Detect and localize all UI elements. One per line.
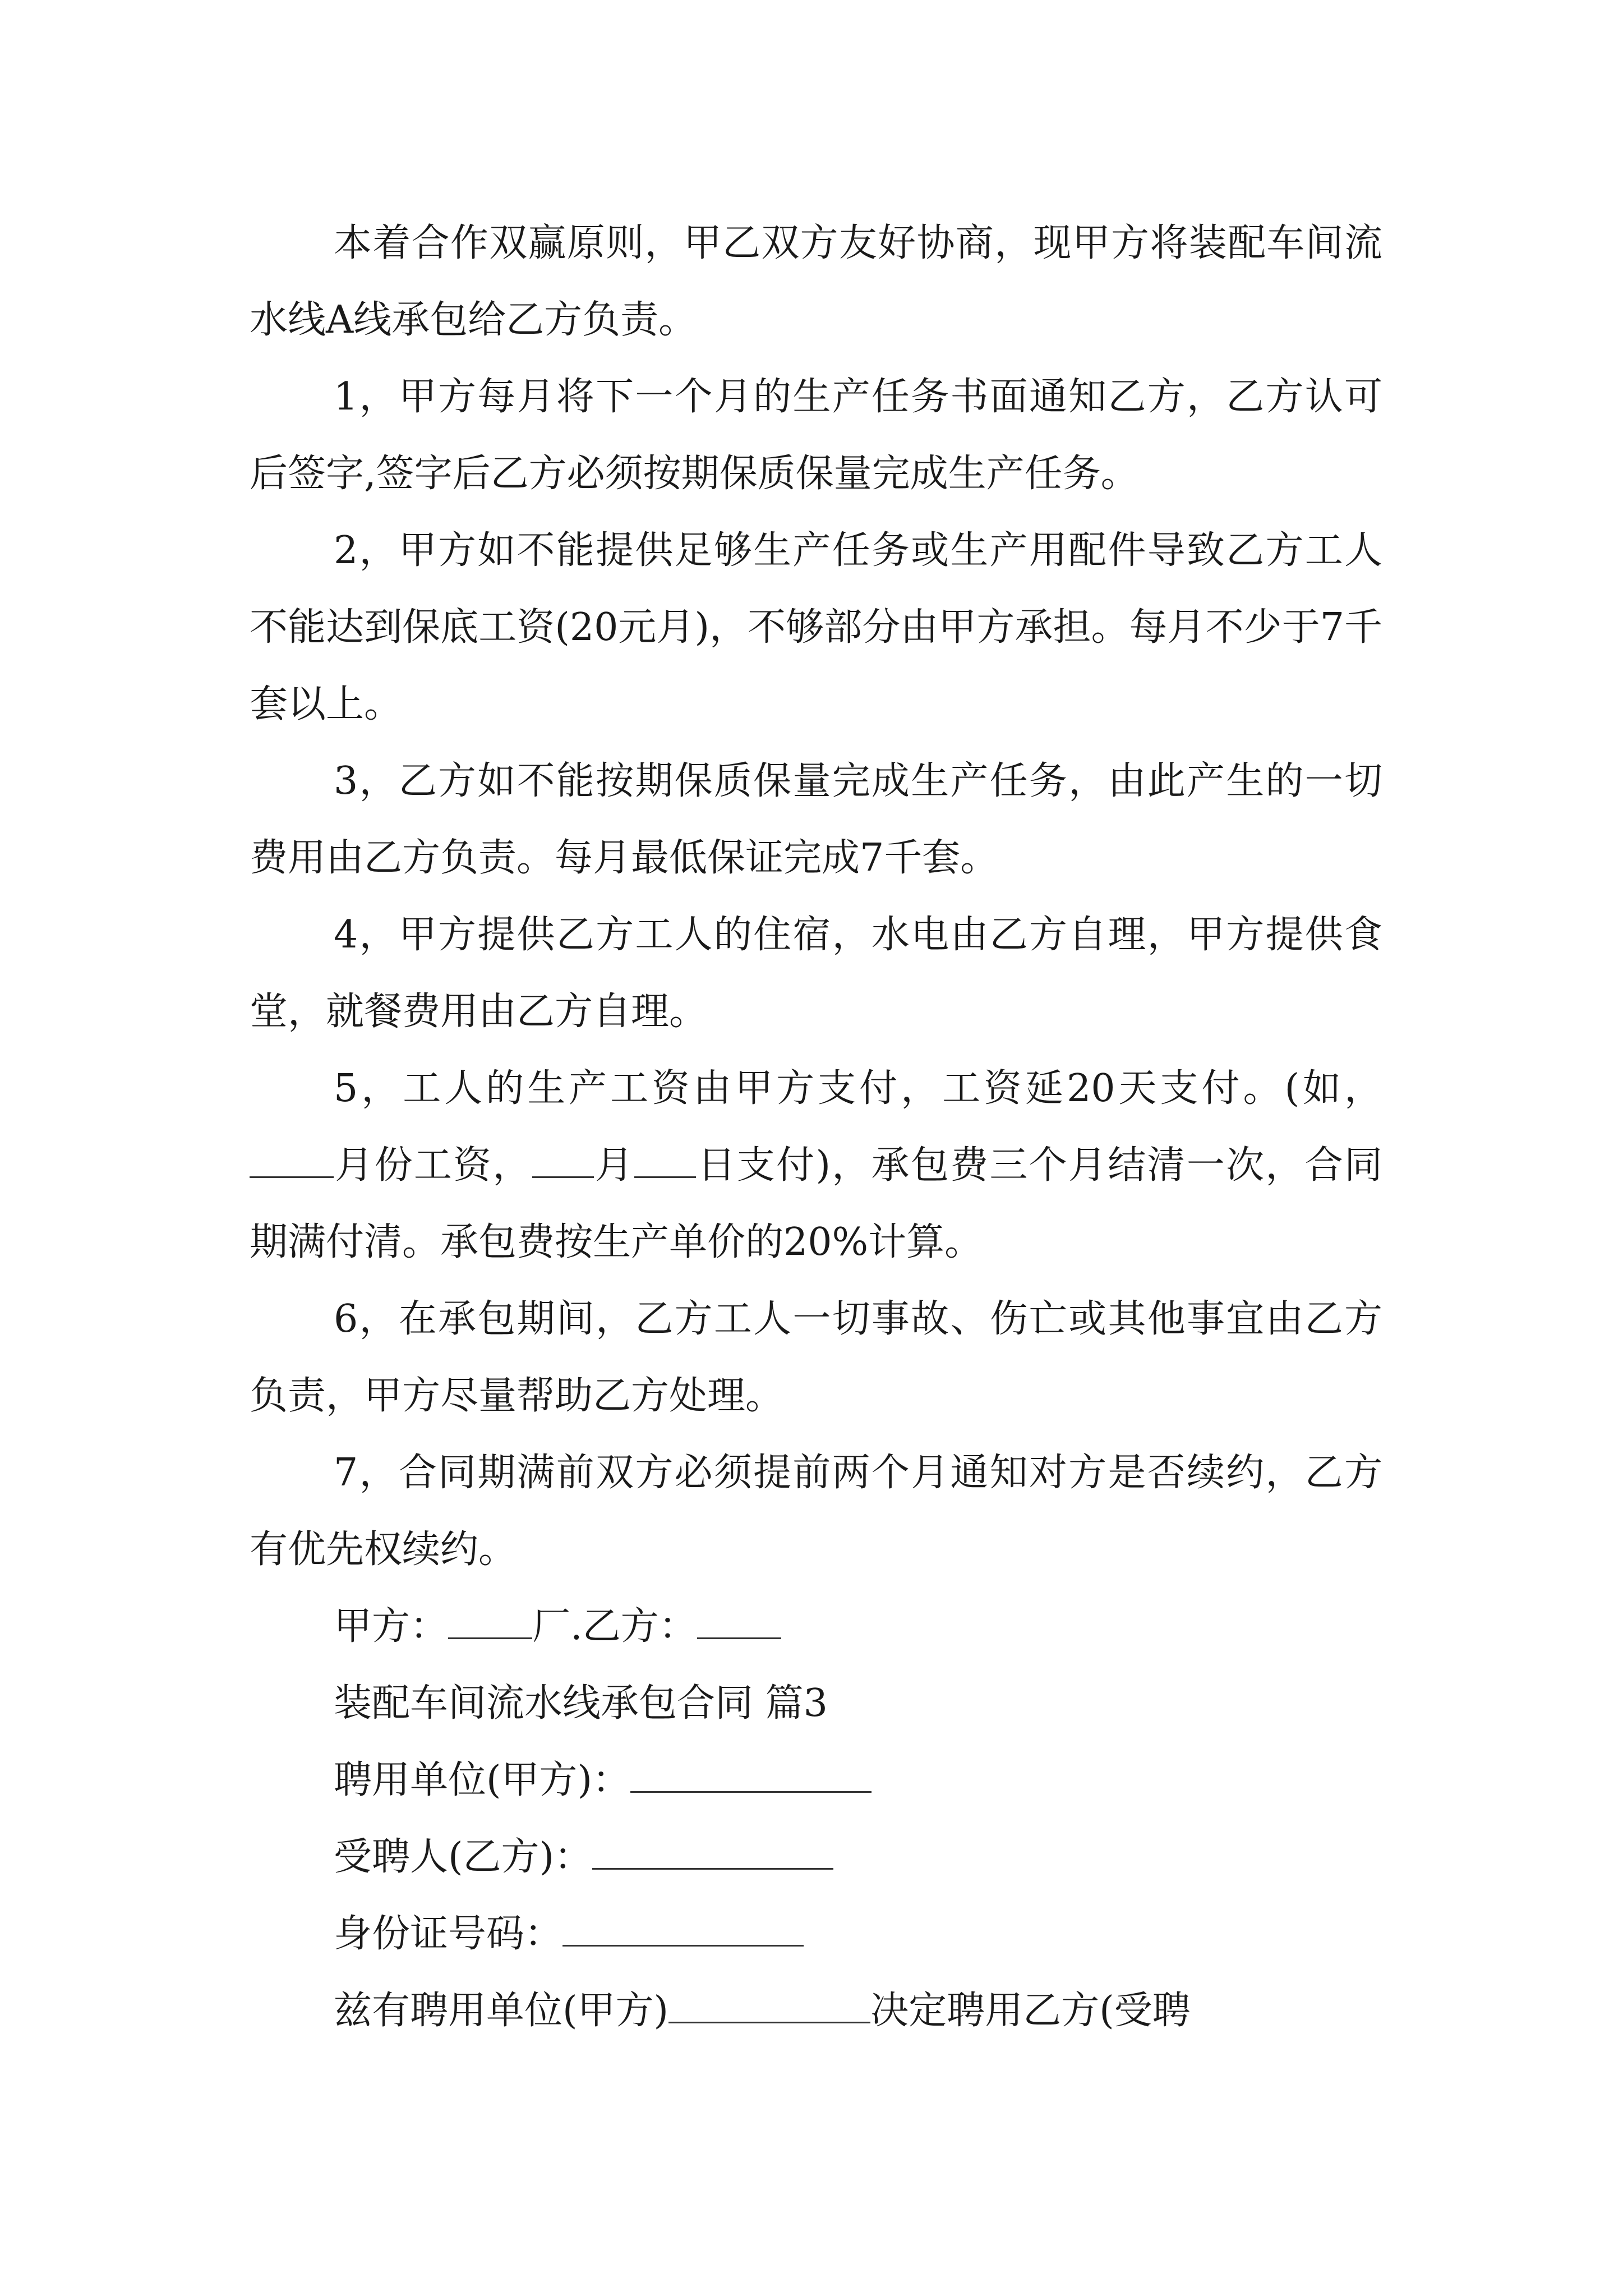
clause-2: 2，甲方如不能提供足够生产任务或生产用配件导致乙方工人不能达到保底工资(20元月)，不够部分由甲方承担。每月不少于7千套以上。 xyxy=(250,528,1382,726)
clause-5-part-c: 月 xyxy=(593,1143,635,1188)
clause-5-part-a: 5，工人的生产工资由甲方支付，工资延20天支付。(如， xyxy=(334,1066,1382,1111)
pay-day-blank xyxy=(634,1142,696,1178)
clause-1: 1，甲方每月将下一个月的生产任务书面通知乙方，乙方认可后签字,签字后乙方必须按期保质保量完成生产任务。 xyxy=(250,375,1382,496)
clause-6: 6，在承包期间，乙方工人一切事故、伤亡或其他事宜由乙方负责，甲方尽量帮助乙方处理。 xyxy=(250,1297,1382,1418)
clause-5 xyxy=(250,1050,1382,1281)
clause-5-part-d: 日支付)，承包费三个月结清一次，合同期满付清。承包费按生产单价的20%计算。 xyxy=(250,1143,1382,1264)
document-body xyxy=(250,205,1382,2049)
intro-paragraph: 本着合作双赢原则，甲乙双方友好协商，现甲方将装配车间流水线A线承包给乙方负责。 xyxy=(250,221,1382,342)
clause-7: 7，合同期满前双方必须提前两个月通知对方是否续约，乙方有优先权续约。 xyxy=(250,1451,1382,1572)
signature-line xyxy=(250,1588,1382,1665)
employer-blank xyxy=(630,1756,872,1793)
section-title: 装配车间流水线承包合同 篇3 xyxy=(334,1681,828,1726)
id-number-field xyxy=(250,1895,1382,1972)
clause-4: 4，甲方提供乙方工人的住宿，水电由乙方自理，甲方提供食堂，就餐费用由乙方自理。 xyxy=(250,913,1382,1034)
pay-month-blank xyxy=(532,1142,594,1178)
employee-field xyxy=(250,1819,1382,1895)
employer-label: 聘用单位(甲方)： xyxy=(334,1758,631,1802)
id-number-blank xyxy=(562,1910,804,1947)
employee-label: 受聘人(乙方)： xyxy=(334,1835,593,1879)
employer-name-blank xyxy=(668,1987,870,2023)
employer-field xyxy=(250,1742,1382,1819)
closing-line xyxy=(250,1972,1382,2049)
employee-blank xyxy=(592,1833,833,1870)
closing-text-a: 兹有聘用单位(甲方) xyxy=(334,1989,669,2033)
clause-5-part-b: 月份工资， xyxy=(334,1143,532,1188)
party-a-blank xyxy=(448,1603,532,1639)
party-b-blank xyxy=(697,1603,781,1639)
id-number-label: 身份证号码： xyxy=(334,1912,563,1956)
factory-suffix: 厂. xyxy=(532,1604,583,1649)
party-b-label: 乙方： xyxy=(582,1604,697,1649)
party-a-label: 甲方： xyxy=(334,1604,449,1649)
closing-text-b: 决定聘用乙方(受聘 xyxy=(870,1989,1191,2033)
clause-3: 3，乙方如不能按期保质保量完成生产任务，由此产生的一切费用由乙方负责。每月最低保证完成7千套。 xyxy=(250,759,1382,880)
month-blank xyxy=(250,1142,334,1178)
